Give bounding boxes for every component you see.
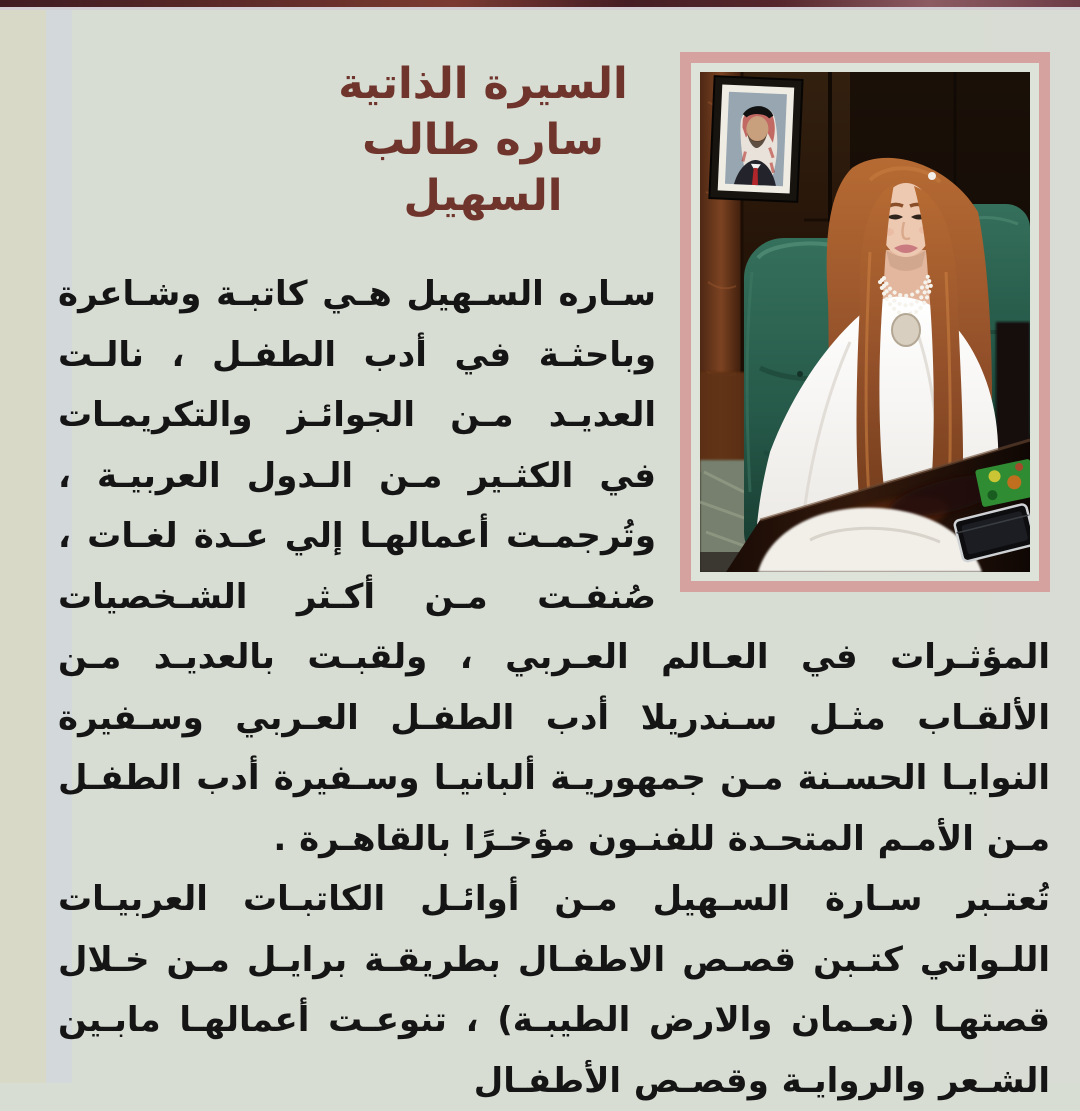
portrait-photo — [700, 72, 1030, 572]
wall-portrait — [709, 76, 802, 202]
title-line-2: ساره طالب السهيل — [362, 115, 604, 221]
bio-paragraph-2: تُعتـبر سـارة السـهيل مـن أوائـل الكاتبـات العربيـات اللـواتي كتـبن قصـص الاطفـال بطريقـة برايـل مـن خـلال قصتهـا (نعـمان والارض الطيبـة) ، تنوعـت أعمالهـا مابـين الشـعر والروايـة وقصـص الأطفـال — [58, 879, 1050, 1101]
bio-paragraph-1: سـاره السـهيل هـي كاتبـة وشـاعرة وباحثـة في أدب الطفـل ، نالـت العديـد مـن الجوائـز والتكريمـات في الكثـير مـن الـدول العربيـة ، وتُرجمـت أعمالهـا إلي عـدة لغـات ، صُنفـت مـن أكـثر الشـخصيات المؤثـرات في العـالم العـربي ، ولقبـت بالعديـد مـن الألقـاب مثـل سـندريلا أدب الطفـل العـربي وسـفيرة النوايـا الحسـنة مـن جمهوريـة ألبانيـا وسـفيرة أدب الطفـل مـن الأمـم المتحـدة للفنـون مؤخـرًا بالقاهـرة . — [58, 274, 1050, 859]
page-top-border — [0, 0, 1080, 10]
title-line-1: السيرة الذاتية — [338, 59, 628, 109]
portrait-photo-frame — [680, 52, 1050, 592]
page-content — [0, 10, 1080, 1111]
